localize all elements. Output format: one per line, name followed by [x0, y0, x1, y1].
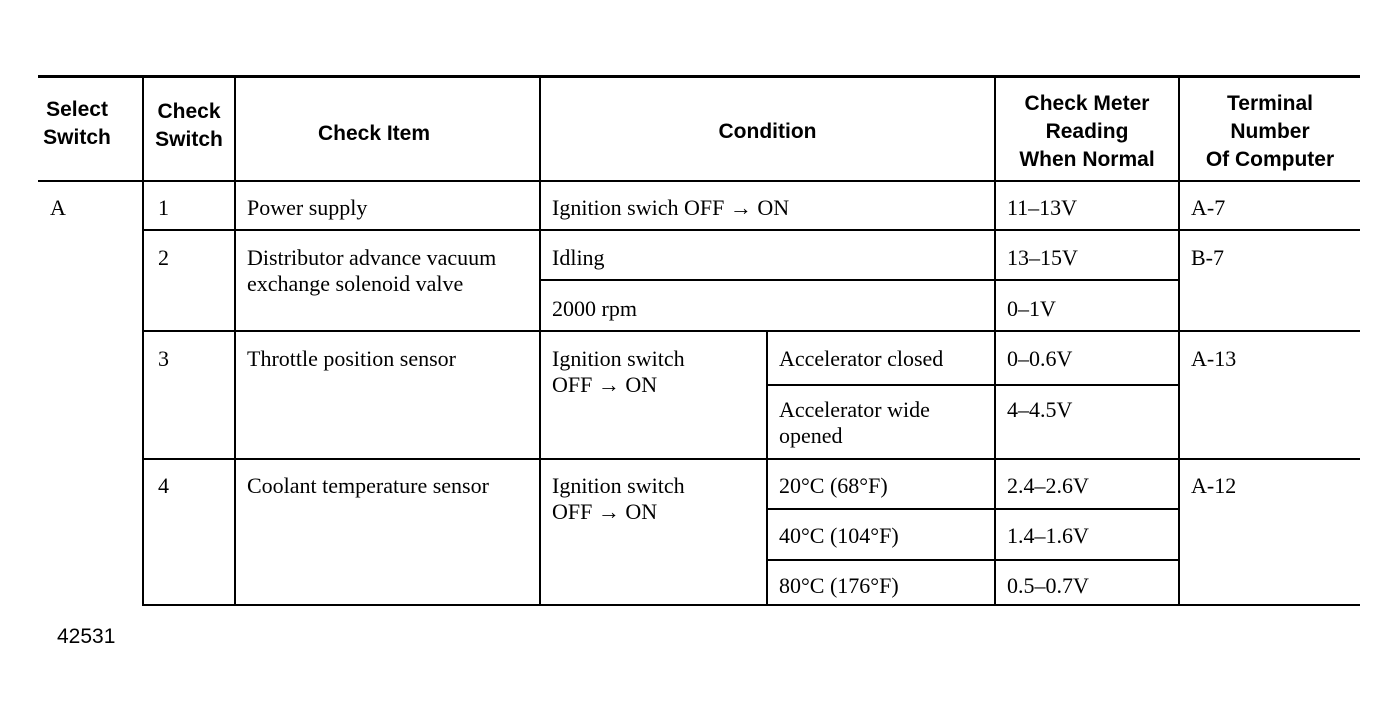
- terminal-value: A-13: [1191, 346, 1237, 371]
- check-switch-number: 2: [158, 245, 169, 270]
- reading-value: 0.5–0.7V: [1007, 573, 1089, 598]
- check-switch-number: 3: [158, 346, 169, 371]
- check-item-label: Power supply: [247, 195, 368, 220]
- reading-value: 4–4.5V: [1007, 397, 1073, 422]
- sub-condition-text: 20°C (68°F): [779, 473, 888, 498]
- reading-value: 0–0.6V: [1007, 346, 1073, 371]
- row-divider: [767, 508, 1179, 510]
- column-divider: [539, 78, 541, 606]
- condition-text: 2000 rpm: [552, 296, 637, 321]
- header-check-item: Check Item: [317, 122, 431, 145]
- terminal-value: A-12: [1191, 473, 1237, 498]
- sub-condition-text: 80°C (176°F): [779, 573, 899, 598]
- condition-text: Ignition swich OFF → ON: [552, 195, 790, 220]
- check-item-label: exchange solenoid valve: [247, 271, 464, 296]
- check-item-label: Distributor advance vacuum: [247, 245, 497, 270]
- header-bottom-rule: [38, 180, 1360, 182]
- check-item-label: Throttle position sensor: [247, 346, 456, 371]
- check-item-label: Coolant temperature sensor: [247, 473, 489, 498]
- condition-text: Ignition switch: [552, 473, 685, 498]
- table-top-rule: [38, 75, 1360, 78]
- figure-number: 42531: [57, 625, 116, 648]
- header-terminal-number: Terminal Number Of Computer: [1205, 92, 1335, 171]
- check-switch-number: 1: [158, 195, 169, 220]
- sub-condition-text: Accelerator closed: [779, 346, 944, 371]
- reading-value: 1.4–1.6V: [1007, 523, 1089, 548]
- row-divider: [540, 279, 1179, 281]
- reading-value: 2.4–2.6V: [1007, 473, 1089, 498]
- condition-text: Ignition switch: [552, 346, 685, 371]
- row-divider: [767, 384, 1179, 386]
- condition-text: OFF → ON: [552, 372, 658, 397]
- column-divider: [766, 330, 768, 606]
- select-switch-value: A: [50, 195, 66, 220]
- header-check-meter-reading: Check Meter Reading When Normal: [1019, 92, 1155, 171]
- reading-value: 0–1V: [1007, 296, 1056, 321]
- header-select-switch: Select Switch: [43, 98, 111, 149]
- sub-condition-text: opened: [779, 423, 843, 448]
- sub-condition-text: 40°C (104°F): [779, 523, 899, 548]
- column-divider: [142, 78, 144, 606]
- condition-text: Idling: [552, 245, 605, 270]
- header-condition: Condition: [718, 120, 817, 143]
- check-switch-number: 4: [158, 473, 169, 498]
- sub-condition-text: Accelerator wide: [779, 397, 930, 422]
- terminal-value: A-7: [1191, 195, 1226, 220]
- reading-value: 13–15V: [1007, 245, 1078, 270]
- condition-text: OFF → ON: [552, 499, 658, 524]
- reading-value: 11–13V: [1007, 195, 1078, 220]
- column-divider: [234, 78, 236, 606]
- header-check-switch: Check Switch: [155, 100, 223, 151]
- row-divider: [767, 559, 1179, 561]
- terminal-value: B-7: [1191, 245, 1224, 270]
